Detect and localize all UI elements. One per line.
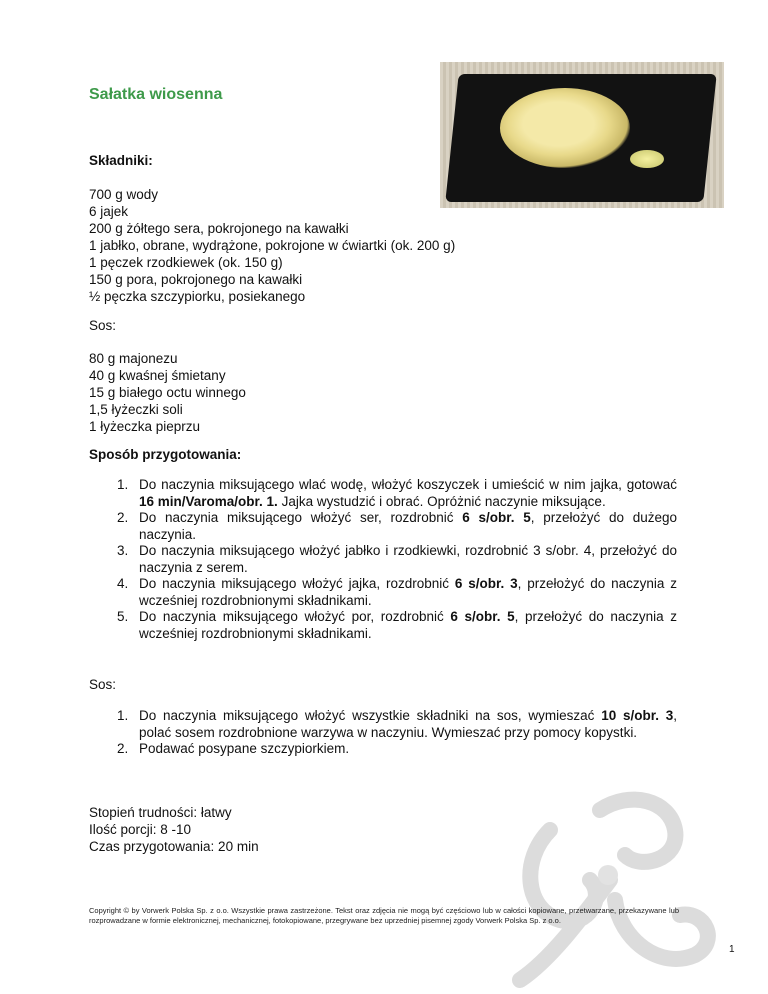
step-setting: 16 min/Varoma/obr. 1. <box>139 493 278 509</box>
step-text: Do naczynia miksującego włożyć wszystkie składniki na sos, wymieszać <box>139 708 602 723</box>
step-number: 4. <box>117 576 129 591</box>
ingredient-item: 6 jajek <box>89 204 129 219</box>
step-text: Do naczynia miksującego włożyć ser, rozdrobnić <box>139 510 463 525</box>
sauce-ingredients-list <box>89 350 246 435</box>
step-text: Do naczynia miksującego włożyć por, rozdrobnić <box>139 609 451 624</box>
step-number: 2. <box>117 741 129 756</box>
step-text: Do naczynia miksującego wlać wodę, włożyć koszyczek i umieścić w nim jajka, gotować <box>139 477 677 492</box>
sauce-step <box>117 708 677 741</box>
ingredient-item: 1 pęczek rzodkiewek (ok. 150 g) <box>89 255 283 270</box>
ingredients-list <box>89 186 455 305</box>
recipe-title: Sałatka wiosenna <box>89 86 223 103</box>
method-steps <box>117 477 677 642</box>
logo-watermark <box>490 770 730 994</box>
sauce-dish <box>630 150 664 168</box>
prep-time: Czas przygotowania: 20 min <box>89 839 259 854</box>
step-text: , przełożyć do dużego naczynia. <box>139 510 677 542</box>
ingredient-item: 150 g pora, pokrojonego na kawałki <box>89 272 303 287</box>
step-number: 1. <box>117 708 129 723</box>
step-number: 5. <box>117 609 129 624</box>
sauce-step <box>117 741 677 758</box>
step-setting: 10 s/obr. 3 <box>601 708 674 723</box>
sauce-ingredient-item: 80 g majonezu <box>89 351 178 366</box>
ingredient-item: ½ pęczka szczypiorku, posiekanego <box>89 289 306 304</box>
step-number: 2. <box>117 510 129 525</box>
method-step <box>117 576 677 609</box>
method-heading: Sposób przygotowania: <box>89 447 242 462</box>
ingredient-item: 700 g wody <box>89 187 159 202</box>
step-setting: 6 s/obr. 5 <box>462 510 531 525</box>
sauce-ingredient-item: 1,5 łyżeczki soli <box>89 402 183 417</box>
copyright-footer: Copyright © by Vorwerk Polska Sp. z o.o. Wszystkie prawa zastrzeżone. Tekst oraz zdjęcia nie mogą być częściowo lub w całości kopiowane, przetwarzane, przekazywane lub rozprowadzane w formie elektronicznej, mechanicznej, fotokopiowane, przegrywane bez uprzedniej pisemnej zgody Vorwerk Polska Sp. z o.o. <box>89 906 679 925</box>
difficulty: Stopień trudności: łatwy <box>89 805 232 820</box>
sauce-steps <box>117 708 677 758</box>
method-step <box>117 543 677 576</box>
ingredient-item: 1 jabłko, obrane, wydrążone, pokrojone w ćwiartki (ok. 200 g) <box>89 238 456 253</box>
step-text: , polać sosem rozdrobnione warzywa w naczyniu. Wymieszać przy pomocy kopystki. <box>139 708 677 740</box>
method-step <box>117 477 677 510</box>
step-text: , przełożyć do naczynia z wcześniej rozdrobnionymi składnikami. <box>139 609 677 641</box>
sauce-steps-label: Sos: <box>89 677 117 692</box>
sauce-ingredient-item: 40 g kwaśnej śmietany <box>89 368 226 383</box>
ingredients-heading: Składniki: <box>89 153 153 168</box>
salad <box>500 88 630 168</box>
step-text: Podawać posypane szczypiorkiem. <box>139 741 350 756</box>
step-number: 1. <box>117 477 129 492</box>
recipe-meta <box>89 804 259 855</box>
page-number: 1 <box>729 944 735 955</box>
sauce-label: Sos: <box>89 318 117 333</box>
sauce-ingredient-item: 15 g białego octu winnego <box>89 385 246 400</box>
step-setting: 6 s/obr. 3 <box>454 576 518 591</box>
step-text: , przełożyć do naczynia z wcześniej rozdrobnionymi składnikami. <box>139 576 677 608</box>
step-text: Jajka wystudzić i obrać. Opróżnić naczynie miksujące. <box>277 493 606 509</box>
step-text: Do naczynia miksującego włożyć jabłko i rzodkiewki, rozdrobnić 3 s/obr. 4, przełożyć do naczynia z serem. <box>139 543 677 575</box>
sauce-ingredient-item: 1 łyżeczka pieprzu <box>89 419 201 434</box>
step-text: Do naczynia miksującego włożyć jajka, rozdrobnić <box>139 576 455 591</box>
ingredient-item: 200 g żółtego sera, pokrojonego na kawałki <box>89 221 349 236</box>
method-step <box>117 609 677 642</box>
servings: Ilość porcji: 8 -10 <box>89 822 192 837</box>
step-number: 3. <box>117 543 129 558</box>
salad-photo <box>440 62 724 208</box>
step-setting: 6 s/obr. 5 <box>450 609 515 624</box>
method-step <box>117 510 677 543</box>
